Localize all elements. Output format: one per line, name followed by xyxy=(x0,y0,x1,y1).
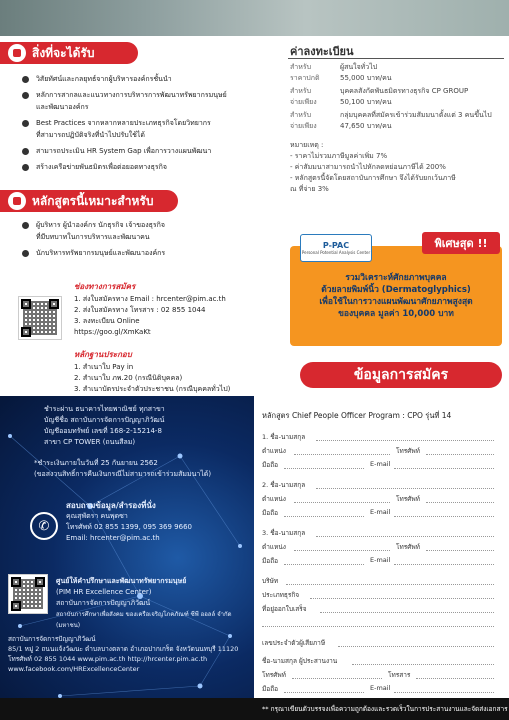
field-label: ที่อยู่ออกใบเสร็จ xyxy=(262,605,307,613)
field-label: 3. ชื่อ-นามสกุล xyxy=(262,529,306,537)
list-item: สร้างเครือข่ายพันธมิตรเพื่อต่อยอดทางธุรกิจ xyxy=(22,162,284,172)
fee-group: สำหรับ กลุ่มบุคคลที่สมัครเข้าร่วมสัมมนาตั้งแต่ 3 คนขึ้นไป จ่ายเพียง 47,650 บาท/คน xyxy=(290,111,492,130)
contact-info: สอบถามข้อมูล/สำรองที่นั่ง คุณสุพัตรา คนพุดซา โทรศัพท์ 02 855 1399, 095 369 9660 Email: hrcenter@pim.ac.th xyxy=(66,501,192,542)
list-item: หลักการสากลและแนวทางการบริหารการพัฒนาทรัพยากรมนุษย์ xyxy=(22,90,284,100)
fee-general: สำหรับ ผู้สนใจทั่วไป ราคาปกติ 55,000 บาท/คน xyxy=(290,63,392,82)
list-item: ที่มีบทบาทในการบริหารและพัฒนาคน xyxy=(36,233,150,241)
field-label: ประเภทธุรกิจ xyxy=(262,591,300,599)
application-form xyxy=(254,402,504,702)
field-label: มือถือ xyxy=(262,557,279,565)
phone-field-3[interactable] xyxy=(426,550,494,551)
list-item: 3. ลงทะเบียน Online xyxy=(74,317,140,325)
fee-cp-group: สำหรับ บุคคลสังกัดพันธมิตรทางธุรกิจ CP GROUP จ่ายเพียง 50,100 บาท/คน xyxy=(290,87,469,106)
center-info: ศูนย์ให้คำปรึกษาและพัฒนาทรัพยากรมนุษย์ (PIM HR Excellence Center) สถาบันการจัดการปัญญาภิวัฒน์ สถาบันการศึกษาเพื่อสังคม ของเครือเจริญโภคภัณฑ์ ซีพี ออลล์ จำกัด (มหาชน) xyxy=(56,577,232,629)
list-item: 1. สำเนาใบ Pay in xyxy=(74,363,134,371)
list-item: Best Practices จากหลากหลายประเภทธุรกิจโดยวิทยากร xyxy=(22,118,284,128)
people-icon xyxy=(8,192,26,210)
name-field-3[interactable] xyxy=(316,536,494,537)
list-item: และพัฒนาองค์กร xyxy=(36,103,89,111)
fee-notes: หมายเหตุ : - ราคาไม่รวมภาษีมูลค่าเพิ่ม 7% - ค่าสัมมนาสามารถนำไปหักลดหย่อนภาษีได้ 200% - หลักสูตรนี้จัดโดยสถาบันการศึกษา จึงได้รับยกเว้นภาษี ณ ที่จ่าย 3% xyxy=(290,141,456,193)
field-label: เลขประจำตัวผู้เสียภาษี xyxy=(262,639,326,647)
field-label: โทรศัพท์ xyxy=(262,671,286,679)
position-field-1[interactable] xyxy=(294,454,390,455)
list-item: 3. สำเนาบัตรประจำตัวประชาชน (กรณีบุคคลทั่วไป) xyxy=(74,385,231,393)
field-label: มือถือ xyxy=(262,509,279,517)
promo-text: รวมวิเคราะห์ศักยภาพบุคคล ด้วยลายพิมพ์นิ้ว (Dermatoglyphics) เพื่อใช้ในการวางแผนพัฒนาศักยภาพสูงสุด ของบุคคล มูลค่า 10,000 บาท xyxy=(319,273,473,319)
phone-field-1[interactable] xyxy=(426,454,494,455)
email-field-1[interactable] xyxy=(394,468,494,469)
payment-info: ชำระผ่าน ธนาคารไทยพาณิชย์ ทุกสาขา บัญชีชื่อ สถาบันการจัดการปัญญาภิวัฒน์ บัญชีออมทรัพย์ เลขที่ 168-2-15214-8 สาขา CP TOWER (ถนนสีลม) xyxy=(44,405,165,446)
mobile-field-3[interactable] xyxy=(284,564,364,565)
evidence-heading: หลักฐานประกอบ xyxy=(74,350,132,359)
list-item: วิสัยทัศน์และกลยุทธ์จากผู้บริหารองค์กรชั้นนำ xyxy=(22,74,284,84)
list-item: 1. ส่งใบสมัครทาง Email : hrcenter@pim.ac.th xyxy=(74,295,226,303)
target-heading: หลักสูตรนี้เหมาะสำหรับ xyxy=(0,190,178,212)
list-item: สามารถประเมิน HR System Gap เพื่อการวางแผนพัฒนา xyxy=(22,146,284,156)
gift-icon xyxy=(8,44,26,62)
field-label: ตำแหน่ง xyxy=(262,543,286,551)
divider xyxy=(288,58,504,59)
address-field-2[interactable] xyxy=(262,626,494,627)
payment-deadline: *ชำระเงินภายในวันที่ 25 กันยายน 2562 (ขอสงวนสิทธิ์การคืนเงินกรณีไม่สามารถเข้าร่วมสัมมนาได้) xyxy=(34,459,212,478)
channels-heading: ช่องทางการสมัคร xyxy=(74,282,136,291)
benefits-list xyxy=(22,74,284,178)
field-label: 2. ชื่อ-นามสกุล xyxy=(262,481,306,489)
footer-note: ** กรุณาเขียนตัวบรรจงเพื่อความถูกต้องและรวดเร็วในการประสานงานและจัดส่งเอกสาร xyxy=(262,705,508,713)
coordinator-mobile-field[interactable] xyxy=(284,692,364,693)
fees-heading: ค่าลงทะเบียน xyxy=(290,45,354,58)
list-item: 2. ส่งใบสมัครทาง โทรสาร : 02 855 1044 xyxy=(74,306,206,314)
field-label: โทรศัพท์ xyxy=(396,543,420,551)
email-field-2[interactable] xyxy=(394,516,494,517)
list-item: ที่สามารถปฏิบัติจริงที่นำไปปรับใช้ได้ xyxy=(36,131,145,139)
form-title: หลักสูตร Chief People Officer Program : CPO รุ่นที่ 14 xyxy=(262,411,452,420)
position-field-2[interactable] xyxy=(294,502,390,503)
business-field[interactable] xyxy=(310,598,494,599)
field-label: โทรศัพท์ xyxy=(396,495,420,503)
list-item: นักบริหารทรัพยากรมนุษย์และพัฒนาองค์กร xyxy=(22,248,284,258)
apply-heading: ข้อมูลการสมัคร xyxy=(300,362,502,388)
payment-contact-panel xyxy=(0,396,254,720)
name-field-1[interactable] xyxy=(316,440,494,441)
channels-list xyxy=(74,294,274,338)
field-label: ตำแหน่ง xyxy=(262,495,286,503)
field-label: บริษัท xyxy=(262,577,279,585)
phone-field-2[interactable] xyxy=(426,502,494,503)
field-label: 1. ชื่อ-นามสกุล xyxy=(262,433,306,441)
field-label: โทรศัพท์ xyxy=(396,447,420,455)
field-label: E-mail xyxy=(370,508,391,516)
list-item: 2. สำเนาใบ ภพ.20 (กรณีนิติบุคคล) xyxy=(74,374,183,382)
tax-id-field[interactable] xyxy=(338,646,494,647)
coordinator-field[interactable] xyxy=(352,664,494,665)
mobile-field-1[interactable] xyxy=(284,468,364,469)
field-label: โทรสาร xyxy=(388,671,411,679)
coordinator-fax-field[interactable] xyxy=(416,678,494,679)
field-label: ชื่อ-นามสกุล ผู้ประสานงาน xyxy=(262,657,338,665)
address-field[interactable] xyxy=(320,612,494,613)
position-field-3[interactable] xyxy=(294,550,390,551)
field-label: E-mail xyxy=(370,460,391,468)
name-field-2[interactable] xyxy=(316,488,494,489)
benefits-heading: สิ่งที่จะได้รับ xyxy=(0,42,138,64)
company-field[interactable] xyxy=(286,584,494,585)
qr-code-center[interactable] xyxy=(8,574,48,614)
top-photo-strip xyxy=(0,0,509,36)
field-label: E-mail xyxy=(370,684,391,692)
email-field-3[interactable] xyxy=(394,564,494,565)
coordinator-phone-field[interactable] xyxy=(292,678,382,679)
evidence-list xyxy=(74,362,274,395)
field-label: มือถือ xyxy=(262,685,279,693)
register-link[interactable]: https://goo.gl/XmKaKt xyxy=(74,328,151,336)
target-list xyxy=(22,220,284,264)
address-info: สถาบันการจัดการปัญญาภิวัฒน์ 85/1 หมู่ 2 ถนนแจ้งวัฒนะ ตำบลบางตลาด อำเภอปากเกร็ด จังหวัดนนทบุรี 11120 โทรศัพท์ 02 855 1044 www.pim.ac.th http://hrcenter.pim.ac.th www.facebook.com/HRExcellenceCenter xyxy=(8,635,239,673)
field-label: ตำแหน่ง xyxy=(262,447,286,455)
coordinator-email-field[interactable] xyxy=(394,692,494,693)
field-label: E-mail xyxy=(370,556,391,564)
ppac-logo: P-PAC Personal Potential Analysis Center xyxy=(300,234,372,262)
field-label: มือถือ xyxy=(262,461,279,469)
qr-code-register[interactable] xyxy=(18,296,62,340)
phone-icon: ✆ xyxy=(30,512,58,540)
mobile-field-2[interactable] xyxy=(284,516,364,517)
list-item: ผู้บริหาร ผู้นำองค์กร นักธุรกิจ เจ้าของธุรกิจ xyxy=(22,220,284,230)
special-badge: พิเศษสุด !! xyxy=(422,232,500,254)
